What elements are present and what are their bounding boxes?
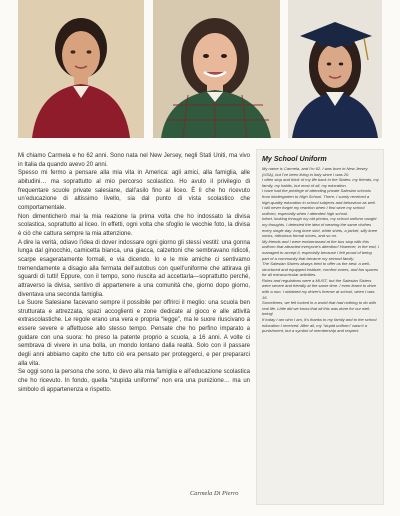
article-paragraph: Le Suore Salesiane facevano sempre il possibile per offrirci il meglio: una scuola ben strutturata e attrezzata, spazi accoglienti e zone dedicate al gioco e alle attività extrascolastiche. Le regole erano una vera e propria “legge”, ma le suore riuscivano a essere severe e affettuose allo stesso tempo. Pensate che ho perfino imparato a guidare con una suora: ho preso la patente proprio a scuola, a 16 anni. A volte ci sembrava di vivere in una bolla, un mondo lontano dalla realtà. Solo con il passare degli anni abbiamo capito che tutto ciò era pensato per proteggerci, e per prepararci alla vita. [18, 300, 250, 367]
sidebar-paragraph: The Salesian Sisters always tried to offer us the best: a well-structured and equipped institute, comfort zones, and fun spaces for all extracurricular activities. [262, 261, 379, 278]
sidebar-paragraph: I have had the privilege of attending private Salesian schools from kindergarten to High School. There, I surely received a high-quality education in school subjects and behaviour as well. [262, 188, 376, 205]
english-sidebar [256, 149, 384, 505]
portrait-photo-2 [153, 0, 280, 138]
sidebar-paragraph: Infact, looking through my old photos, my school uniform caught my thoughts. I detested the idea of wearing the same clothes every single day: long knee skirt, white shirts, a jacket, silly knee socks, ridiculous formal shoes, and so on. [262, 216, 378, 239]
sidebar-paragraph: My friends and I were embarrassed at the bus stop with this uniform that attracted everyone's attention! However, in the end, I managed to accept it, especially because I felt proud of being part of a community that became my second family. [262, 238, 379, 261]
sidebar-paragraph: Rules and regulations were a MUST, but the Salesian Sisters were severe and friendly at the same time. I even learnt to drive with a nun. I obtained my driver's license at school, when I was 16. [262, 277, 377, 300]
sidebar-paragraph: I often stop and think of my life back in the States: my friends, my family, my habits, but most of all, my education. [262, 177, 379, 188]
sidebar-title: My School Uniform [262, 155, 327, 163]
article-paragraph: Mi chiamo Carmela e ho 62 anni. Sono nata nel New Jersey, negli Stati Uniti, ma vivo in Italia da quando avevo 20 anni. [18, 153, 250, 168]
sidebar-body [262, 166, 379, 334]
school-uniform-image [153, 0, 280, 138]
sidebar-paragraph: My name is Carmela, and I'm 62. I was born in New Jersey (USA), but I've been living in Italy since I was 20. [262, 166, 368, 177]
author-signature: Carmela Di Pierro [190, 490, 239, 497]
sidebar-paragraph: If today I am who I am, it's thanks to my family and to the school education I received. After all, my "stupid uniform" wasn't a punishment, but a symbol of membership and respect. [262, 317, 377, 334]
portrait-photo-1 [18, 0, 144, 138]
sidebar-paragraph: I will never forget my reaction when I first wore my school uniform, especially when I attended high school. [262, 205, 365, 216]
article-paragraph: Non dimenticherò mai la mia reazione la prima volta che ho indossato la divisa scolastica, soprattutto al liceo. In effetti, ogni volta che sfoglio le vecchie foto, la divisa è ciò che cattura sempre la mia attenzione. [18, 213, 250, 237]
article-paragraph: A dire la verità, odiavo l’idea di dover indossare ogni giorno gli stessi vestiti: una gonna lunga dal ginocchio, camicetta bianca, una giacca, calzettoni che sembravano ridicoli, scarpe esageratamente formali, e via dicendo. Io e le mie amiche ci sentivamo tremendamente a disagio alla fermata dell’autobus con quell’uniforme che attirava gli sguardi di tutti! Eppure, con il tempo, sono riuscita ad accettarla—soprattutto perché, attraverso la divisa, sentivo di appartenere a una comunità che, giorno dopo giorno, diventava una seconda famiglia. [18, 239, 250, 298]
graduation-image [288, 0, 382, 138]
portrait-image [18, 0, 144, 138]
article-paragraph: Se oggi sono la persona che sono, lo devo alla mia famiglia e all’educazione scolastica che ho ricevuto. In fondo, quella “stupida uniforme” non era una punizione… ma un simbolo di appartenenza e rispetto. [18, 369, 250, 393]
article-body [18, 152, 250, 394]
article-paragraph: Spesso mi fermo a pensare alla mia vita in America: agli amici, alla famiglia, alle abitudini… ma soprattutto al mio percorso scolastico. Ho avuto il privilegio di frequentare scuole private salesiane, dall’asilo fino al liceo. È lì che ho ricevuto un’educazione di altissimo livello, sia dal punto di vista scolastico che comportamentale. [18, 170, 250, 211]
sidebar-paragraph: Sometimes, we felt locked in a world that had nothing to do with real life. Little did we know that all this was done for our well-being! [262, 300, 377, 317]
portrait-photo-3 [288, 0, 382, 138]
